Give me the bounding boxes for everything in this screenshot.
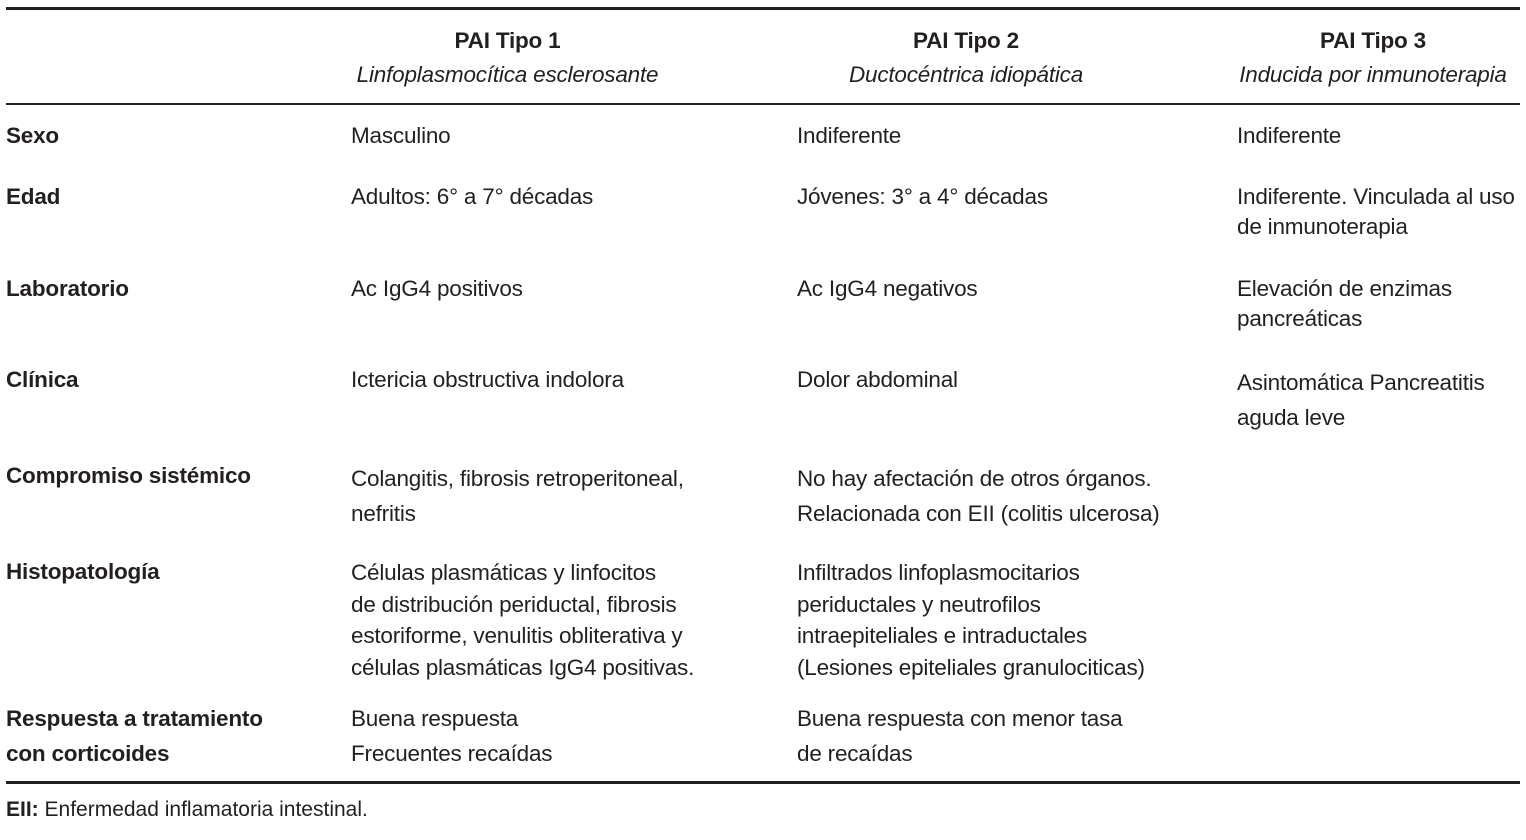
- column-header-subtitle: Inducida por inmunoterapia: [1239, 62, 1507, 87]
- table-cell: Adultos: 6° a 7° décadas: [351, 184, 594, 209]
- table-cell: Indiferente: [797, 123, 902, 148]
- column-header-title: PAI Tipo 2: [913, 28, 1019, 53]
- table-cell: Ac IgG4 positivos: [351, 276, 523, 301]
- footnote-text: Enfermedad inflamatoria intestinal.: [38, 798, 368, 821]
- column-header-tipo-2: [843, 24, 1089, 92]
- column-header-title: PAI Tipo 3: [1320, 28, 1426, 53]
- table-cell: Células plasmáticas y linfocitos de distribución periductal, fibrosis estoriforme, venulitis obliterativa y células plasmáticas IgG4 positivas.: [351, 560, 695, 680]
- table-bottom-rule: [6, 781, 1520, 784]
- table-cell: Indiferente: [1237, 123, 1342, 148]
- table-top-rule: [6, 7, 1520, 10]
- table-cell: Elevación de enzimas pancreáticas: [1237, 276, 1452, 331]
- row-label-clinica: Clínica: [6, 367, 79, 392]
- table-cell: Masculino: [351, 123, 451, 148]
- table-cell: Buena respuesta con menor tasa de recaídas: [797, 706, 1123, 766]
- table-cell: Dolor abdominal: [797, 367, 958, 392]
- table-footnote: [6, 795, 368, 825]
- column-header-title: PAI Tipo 1: [454, 28, 561, 53]
- column-header-subtitle: Linfoplasmocítica esclerosante: [356, 62, 659, 87]
- row-label-laboratorio: Laboratorio: [6, 276, 129, 301]
- row-label-compromiso-sistemico: Compromiso sistémico: [6, 463, 251, 488]
- column-header-tipo-1: [351, 24, 664, 92]
- table-cell: Colangitis, fibrosis retroperitoneal, nefritis: [351, 466, 684, 526]
- table-header-rule: [6, 103, 1520, 105]
- table-cell: Jóvenes: 3° a 4° décadas: [797, 184, 1048, 209]
- column-header-subtitle: Ductocéntrica idiopática: [848, 62, 1084, 87]
- footnote-abbreviation: EII:: [6, 798, 39, 821]
- table-cell: Indiferente. Vinculada al uso de inmunoterapia: [1237, 184, 1515, 239]
- row-label-histopatologia: Histopatología: [6, 559, 160, 584]
- table-cell: Buena respuesta Frecuentes recaídas: [351, 706, 553, 766]
- table-cell: No hay afectación de otros órganos. Relacionada con EII (colitis ulcerosa): [797, 466, 1160, 526]
- table-cell: Ictericia obstructiva indolora: [351, 367, 624, 392]
- row-label-sexo: Sexo: [6, 123, 59, 148]
- row-label-edad: Edad: [6, 184, 61, 209]
- column-header-tipo-3: [1237, 24, 1509, 92]
- table-cell: Asintomática Pancreatitis aguda leve: [1237, 370, 1485, 430]
- row-label-respuesta-tratamiento: Respuesta a tratamiento con corticoides: [6, 706, 263, 766]
- table-cell: Ac IgG4 negativos: [797, 276, 978, 301]
- table-cell: Infiltrados linfoplasmocitarios periductales y neutrofilos intraepiteliales e intraductales (Lesiones epiteliales granulociticas): [797, 560, 1145, 680]
